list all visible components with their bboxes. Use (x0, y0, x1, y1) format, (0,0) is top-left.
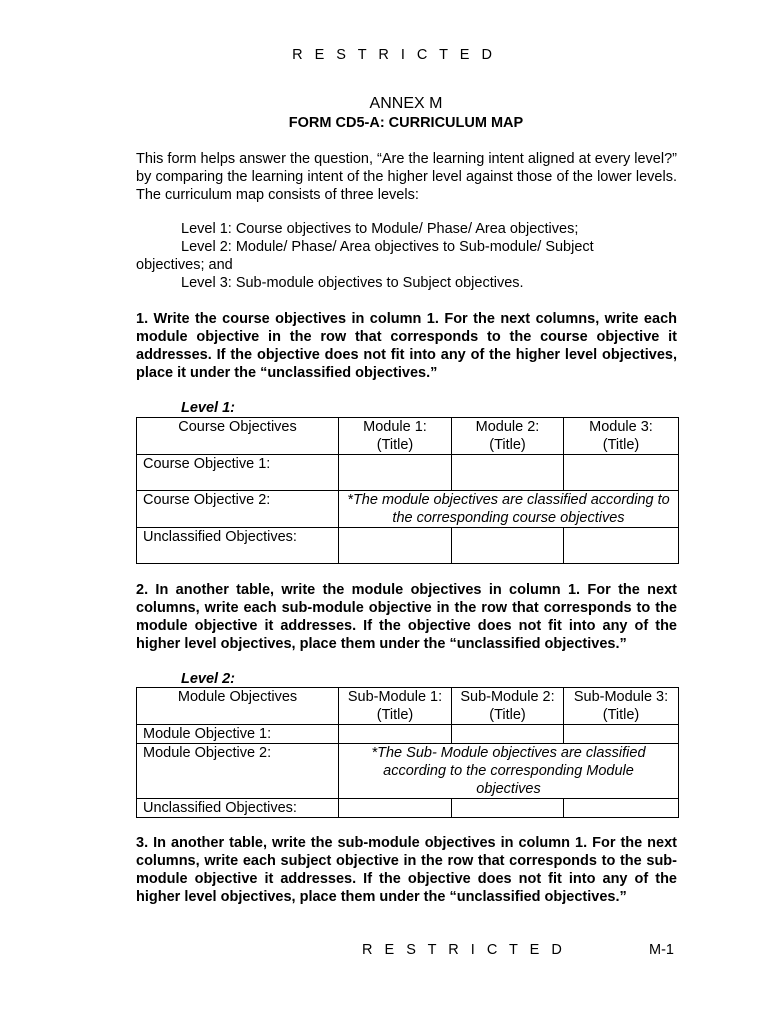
level1-table (136, 417, 679, 564)
level2-description-cont: objectives; and (136, 257, 233, 273)
classification-note: *The Sub- Module objectives are classified according to the corresponding Module objectives (339, 744, 679, 799)
table-row (137, 725, 679, 744)
table-cell (452, 528, 564, 564)
level2-table-label: Level 2: (181, 671, 235, 687)
header-module-objectives: Module Objectives (137, 688, 339, 725)
table-row (137, 528, 679, 564)
step1-instruction: 1. Write the course objectives in column 1. For the next columns, write each module objective in the row that corresponds to the course objective it addresses. If the objective does not fit into any of the higher level objectives, place it under the “unclassified objectives.” (136, 311, 677, 381)
table-cell (564, 799, 679, 818)
footer-classification: R E S T R I C T E D (362, 942, 566, 958)
form-title: FORM CD5-A: CURRICULUM MAP (288, 115, 524, 131)
level1-table-label: Level 1: (181, 400, 235, 416)
table-cell (452, 799, 564, 818)
step3-instruction: 3. In another table, write the sub-module objectives in column 1. For the next columns, write each subject objective in the row that corresponds to the sub-module objective it addresses. If the objective does not fit into any of the higher level objectives, place them under the “unclassified objectives.” (136, 835, 677, 905)
table-cell (564, 528, 679, 564)
row-label: Module Objective 1: (137, 725, 339, 744)
table-row (137, 799, 679, 818)
level2-description: Level 2: Module/ Phase/ Area objectives to Sub-module/ Subject (181, 239, 594, 255)
row-label: Module Objective 2: (137, 744, 339, 799)
header-sub-module-1: Sub-Module 1: (Title) (339, 688, 452, 725)
row-label: Course Objective 1: (137, 455, 339, 491)
classification-note: *The module objectives are classified according to the corresponding course objectives (339, 491, 679, 528)
page-number: M-1 (649, 942, 674, 958)
header-module-1: Module 1: (Title) (339, 418, 452, 455)
table-cell (339, 455, 452, 491)
table-header-row (137, 688, 679, 725)
table-header-row (137, 418, 679, 455)
header-classification: R E S T R I C T E D (292, 47, 496, 63)
table-cell (564, 455, 679, 491)
row-label: Unclassified Objectives: (137, 799, 339, 818)
intro-paragraph: This form helps answer the question, “Are the learning intent aligned at every level?” by comparing the learning intent of the higher level against those of the lower levels. The curriculum map consists of three levels: (136, 151, 677, 203)
table-cell (339, 799, 452, 818)
table-cell (564, 725, 679, 744)
header-sub-module-3: Sub-Module 3: (Title) (564, 688, 679, 725)
table-cell (452, 725, 564, 744)
row-label: Course Objective 2: (137, 491, 339, 528)
header-course-objectives: Course Objectives (137, 418, 339, 455)
table-cell (452, 455, 564, 491)
level3-description: Level 3: Sub-module objectives to Subject objectives. (181, 275, 524, 291)
header-module-3: Module 3: (Title) (564, 418, 679, 455)
table-cell (339, 528, 452, 564)
header-sub-module-2: Sub-Module 2: (Title) (452, 688, 564, 725)
annex-title: ANNEX M (369, 95, 443, 112)
level2-table (136, 687, 679, 818)
header-module-2: Module 2: (Title) (452, 418, 564, 455)
table-row (137, 744, 679, 799)
table-row (137, 491, 679, 528)
table-cell (339, 725, 452, 744)
row-label: Unclassified Objectives: (137, 528, 339, 564)
table-row (137, 455, 679, 491)
level1-description: Level 1: Course objectives to Module/ Phase/ Area objectives; (181, 221, 579, 237)
step2-instruction: 2. In another table, write the module objectives in column 1. For the next columns, write each sub-module objective in the row that corresponds to the module objective it addresses. If the objective does not fit into any of the higher level objectives, place them under the “unclassified objectives.” (136, 582, 677, 652)
